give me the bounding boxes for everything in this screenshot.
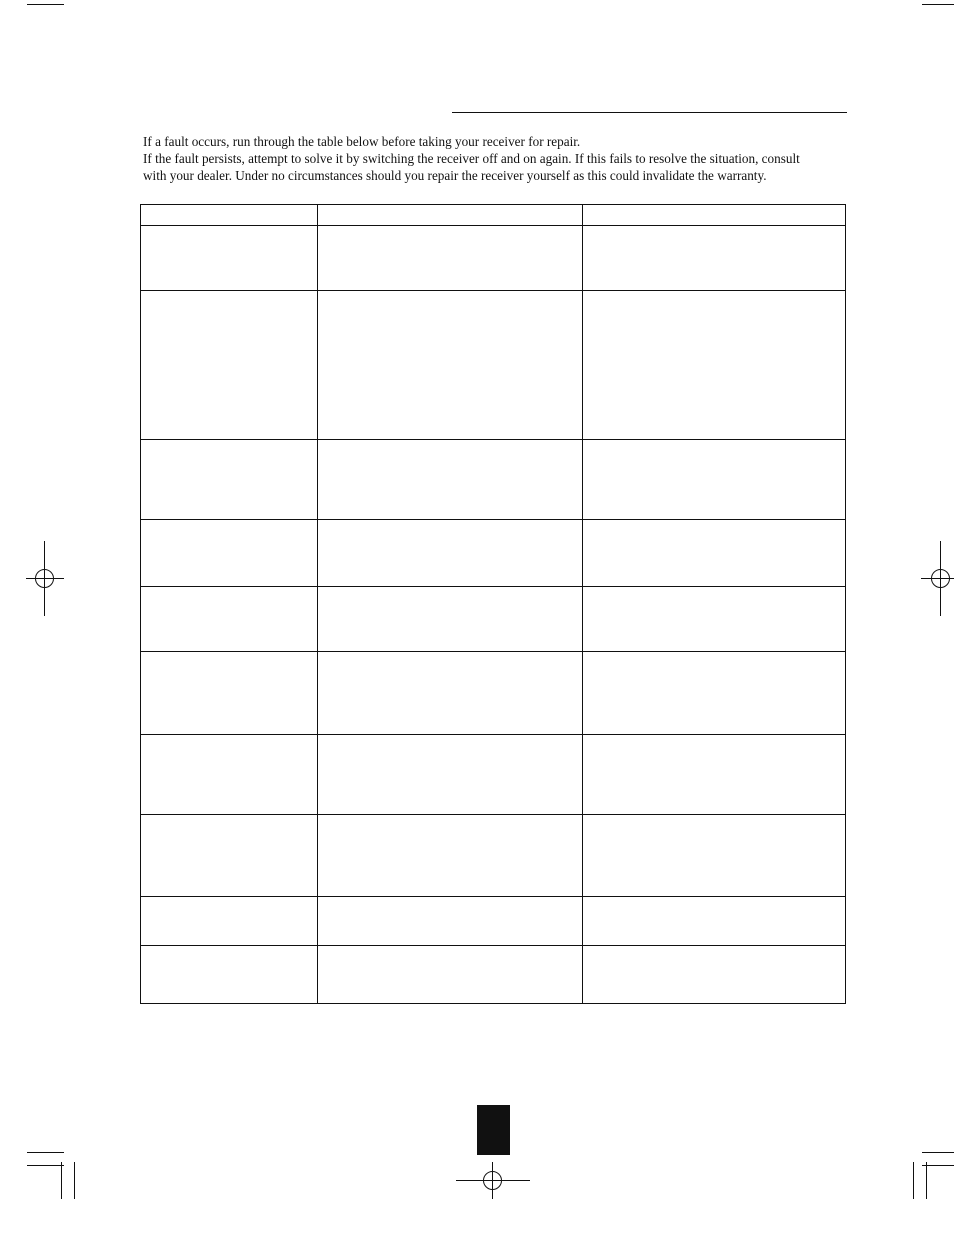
cell-remedy	[583, 652, 846, 735]
crop-mark	[61, 1162, 62, 1199]
cell-cause	[318, 226, 583, 291]
cell-cause	[318, 815, 583, 897]
table-row	[141, 946, 846, 1004]
cell-cause	[318, 652, 583, 735]
troubleshooting-table	[140, 204, 846, 1004]
crop-mark	[926, 1162, 927, 1199]
intro-line: with your dealer. Under no circumstances should you repair the receiver yourself as this could invalidate the warranty.	[143, 168, 767, 184]
cell-remedy	[583, 897, 846, 946]
cell-symptom	[141, 226, 318, 291]
cell-symptom	[141, 815, 318, 897]
table-row	[141, 587, 846, 652]
crop-mark	[27, 4, 64, 5]
cell-cause	[318, 520, 583, 587]
table-row	[141, 291, 846, 440]
cell-remedy	[583, 735, 846, 815]
intro-line: If the fault persists, attempt to solve it by switching the receiver off and on again. If this fails to resolve the situation, consult	[143, 151, 800, 167]
cell-remedy	[583, 520, 846, 587]
cell-remedy	[583, 291, 846, 440]
cell-cause	[318, 587, 583, 652]
heading-rule	[452, 112, 847, 113]
table-row	[141, 226, 846, 291]
intro-text	[143, 133, 863, 185]
cell-symptom	[141, 440, 318, 520]
table-header-row	[141, 205, 846, 226]
crop-mark	[27, 1152, 64, 1153]
header-symptom	[141, 205, 318, 226]
cell-remedy	[583, 946, 846, 1004]
crop-mark	[74, 1162, 75, 1199]
cell-cause	[318, 291, 583, 440]
cell-symptom	[141, 735, 318, 815]
header-cause	[318, 205, 583, 226]
cell-cause	[318, 897, 583, 946]
cell-cause	[318, 946, 583, 1004]
cell-remedy	[583, 440, 846, 520]
table-row	[141, 897, 846, 946]
table-row	[141, 520, 846, 587]
cell-symptom	[141, 520, 318, 587]
crop-mark	[27, 1165, 64, 1166]
crop-mark	[922, 4, 954, 5]
crop-mark	[922, 1152, 954, 1153]
cell-remedy	[583, 587, 846, 652]
page-number-tab	[477, 1105, 510, 1155]
cell-remedy	[583, 226, 846, 291]
cell-symptom	[141, 946, 318, 1004]
table-row	[141, 652, 846, 735]
cell-symptom	[141, 291, 318, 440]
cell-cause	[318, 440, 583, 520]
cell-remedy	[583, 815, 846, 897]
cell-symptom	[141, 897, 318, 946]
cell-symptom	[141, 652, 318, 735]
crop-mark	[913, 1162, 914, 1199]
header-remedy	[583, 205, 846, 226]
table-row	[141, 735, 846, 815]
table-row	[141, 440, 846, 520]
cell-cause	[318, 735, 583, 815]
table-row	[141, 815, 846, 897]
cell-symptom	[141, 587, 318, 652]
intro-line: If a fault occurs, run through the table below before taking your receiver for repair.	[143, 134, 581, 149]
